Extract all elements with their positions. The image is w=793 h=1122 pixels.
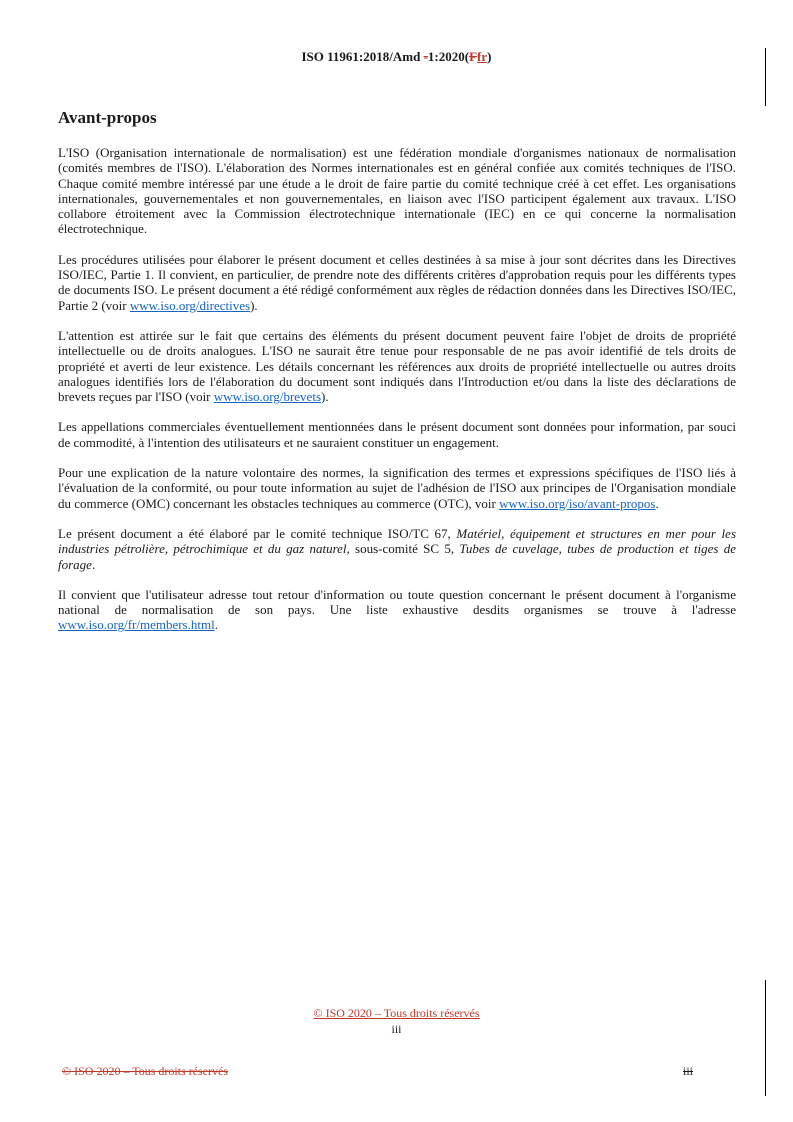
- paragraph-4: Les appellations commerciales éventuellement mentionnées dans le présent document sont données pour information, par souci de commodité, à l'intention des utilisateurs et ne sauraient constituer un engagement.: [58, 419, 736, 450]
- paragraph-6-mid: , sous-comité SC 5,: [346, 541, 460, 557]
- paragraph-5: [58, 465, 736, 511]
- members-link[interactable]: www.iso.org/fr/members.html: [58, 617, 215, 633]
- paragraph-7: [58, 587, 736, 633]
- avant-propos-link[interactable]: www.iso.org/iso/avant-propos: [499, 495, 656, 511]
- brevets-link[interactable]: www.iso.org/brevets: [213, 389, 322, 405]
- paragraph-1: L'ISO (Organisation internationale de normalisation) est une fédération mondiale d'organismes nationaux de normalisation (comités membres de l'ISO). L'élaboration des Normes internationales est en général confiée aux comités techniques de l'ISO. Chaque comité membre intéressé par une étude a le droit de faire partie du comité technique créé à cet effet. Les organisations internationales, gouvernementales et non gouvernementales, en liaison avec l'ISO participent également aux travaux. L'ISO collabore étroitement avec la Commission électrotechnique internationale (IEC) en ce qui concerne la normalisation électrotechnique.: [58, 145, 736, 237]
- directives-link[interactable]: www.iso.org/directives: [129, 297, 251, 313]
- committee-title: Matériel, équipement et structures en mer pour les industries pétrolière, pétrochimique et du gaz naturel: [58, 525, 736, 557]
- paragraph-5-text: Pour une explication de la nature volontaire des normes, la signification des termes et expressions spécifiques de l'ISO liés à l'évaluation de la conformité, ou pour toute information au sujet de l'adhésion de l'ISO aux principes de l'Organisation mondiale du commerce (OMC) concernant les obstacles techniques au commerce (OTC), voir: [58, 465, 736, 511]
- header-deleted-dash: -: [423, 49, 428, 64]
- paragraph-7-text: Il convient que l'utilisateur adresse tout retour d'information ou toute question concernant le présent document à l'organisme national de normalisation de son pays. Une liste exhaustive desdits organismes se trouve à l'adresse: [58, 586, 736, 618]
- document-body: [58, 145, 736, 648]
- document-header: [0, 49, 793, 65]
- footer-copyright-inserted: © ISO 2020 – Tous droits réservés: [313, 1006, 480, 1020]
- footer-page-number: iii: [391, 1022, 402, 1036]
- paragraph-3: [58, 328, 736, 404]
- paragraph-6-end: .: [91, 556, 96, 572]
- paragraph-5-end: .: [655, 495, 659, 511]
- footer-page-number-deleted: iii: [683, 1064, 694, 1078]
- paragraph-3-end: ).: [321, 389, 329, 405]
- paragraph-2-end: ).: [250, 297, 258, 313]
- paragraph-2: [58, 252, 736, 313]
- change-bar-bottom: [765, 980, 766, 1096]
- header-inserted-lang: fr: [477, 49, 488, 64]
- paragraph-6: [58, 526, 736, 572]
- header-deleted-lang: F: [469, 49, 478, 64]
- paragraph-7-end: .: [214, 617, 218, 633]
- header-title-number: 1:2020(: [427, 49, 470, 64]
- header-title-main: ISO 11961:2018/Amd: [301, 49, 424, 64]
- section-title: Avant-propos: [58, 108, 157, 127]
- header-title-end: ): [487, 49, 492, 64]
- subcommittee-title: Tubes de cuvelage, tubes de production et tiges de forage: [58, 541, 737, 572]
- paragraph-3-text: L'attention est attirée sur le fait que certains des éléments du présent document peuvent faire l'objet de droits de propriété intellectuelle ou de droits analogues. L'ISO ne saurait être tenue pour responsable de ne pas avoir identifié de tels droits de propriété et averti de leur existence. Les détails concernant les références aux droits de propriété intellectuelle ou autres droits analogues identifiés lors de l'élaboration du document sont indiqués dans l'Introduction et/ou dans la liste des déclarations de brevets reçues par l'ISO (voir: [58, 327, 736, 405]
- paragraph-6-text: Le présent document a été élaboré par le comité technique ISO/TC 67,: [58, 525, 457, 541]
- paragraph-2-text: Les procédures utilisées pour élaborer le présent document et celles destinées à sa mise à jour sont décrites dans les Directives ISO/IEC, Partie 1. Il convient, en particulier, de prendre note des différents critères d'approbation requis pour les différents types de documents ISO. Le présent document a été rédigé conformément aux règles de rédaction données dans les Directives ISO/IEC, Partie 2 (voir: [58, 251, 736, 313]
- footer-copyright-deleted: © ISO 2020 – Tous droits réservés: [62, 1064, 229, 1078]
